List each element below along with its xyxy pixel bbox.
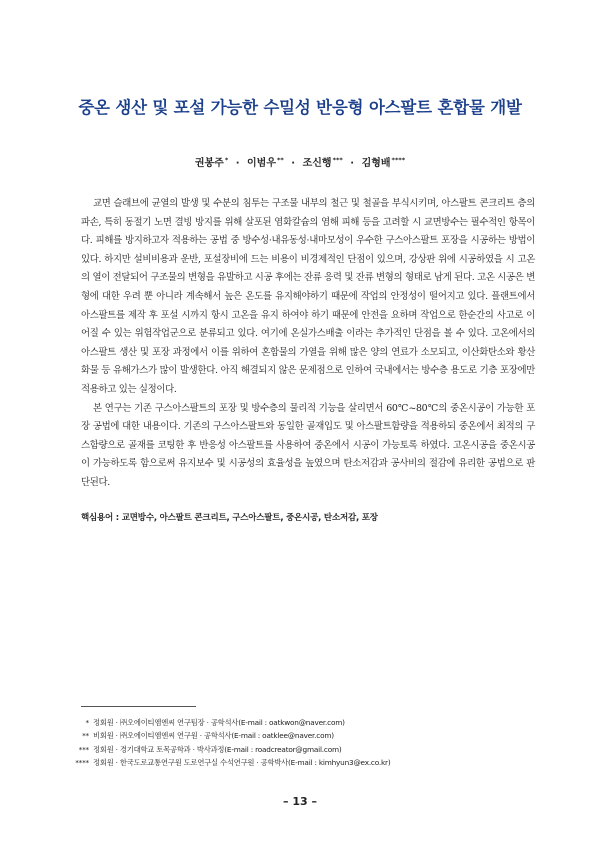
author-separator: · [350, 158, 355, 169]
author-name: 김형배 [361, 158, 391, 169]
footnote-divider [81, 706, 196, 707]
keywords [81, 511, 535, 523]
footnote-mark: * [85, 718, 89, 727]
author-mark: *** [332, 155, 343, 164]
footnote [56, 743, 536, 756]
author-list [0, 154, 600, 169]
footnote-mark: ** [82, 731, 89, 741]
footnote-text: 정회원 · 한국도로교통연구원 도로연구실 수석연구원 · 공학박사(E-mail : kimhyun3@ex.co.kr) [93, 758, 391, 768]
keywords-label: 핵심용어 : [81, 513, 120, 523]
footnote [56, 756, 536, 769]
paper-title: 중온 생산 및 포설 가능한 수밀성 반응형 아스팔트 혼합물 개발 [78, 98, 522, 117]
page-number: – 13 – [283, 795, 317, 808]
footnote-mark: *** [78, 744, 89, 754]
author-separator: · [291, 158, 296, 169]
author-mark: * [224, 155, 229, 164]
keywords-list: 교면방수, 아스팔트 콘크리트, 구스아스팔트, 중온시공, 탄소저감, 포장 [121, 513, 378, 523]
footnote-mark: **** [75, 758, 89, 768]
footnotes [56, 716, 536, 770]
author-name: 권봉주 [194, 158, 224, 169]
footnote-text: 정회원 · ㈜오에이티엠엔씨 연구팀장 · 공학석사(E-mail : oatkwon@naver.com) [93, 718, 345, 727]
author-name: 이범우 [247, 158, 276, 169]
author-mark: **** [391, 155, 406, 164]
abstract [81, 195, 535, 493]
author-separator: · [235, 158, 240, 169]
abstract-paragraph: 교면 슬래브에 균열의 발생 및 수분의 침투는 구조물 내부의 철근 및 철골을 부식시키며, 아스팔트 콘크리트 층의 파손, 특히 동절기 노면 결빙 방지를 위해 살포된 염화칼슘의 염해 피해 등을 고려할 시 교면방수는 필수적인 항목이다. 피해를 방지하고자 적용하는 공법 중 방수성·내유동성·내마모성이 우수한 구스아스팔트 포장을 시공하는 방법이 있다. 하지만 설비비용과 운반, 포설장비에 드는 비용이 비경제적인 단점이 있으며, 강상판 위에 시공하였을 시 고온의 열이 전달되어 구조물의 변형을 유발하고 시공 후에는 잔류 응력 및 잔류 변형의 형태로 남게 된다. 고온 시공은 변형에 대한 우려 뿐 아니라 계속해서 높은 온도를 유지해야하기 때문에 작업의 안정성이 떨어지고 있다. 플랜트에서 아스팔트를 제작 후 포설 시까지 항시 고온을 유지 하여야 하기 때문에 안전을 요하며 작업으로 한순간의 사고로 이어질 수 있는 위험작업군으로 분류되고 있다. 여기에 온실가스배출 이라는 추가적인 단점을 볼 수 있다. 고온에서의 아스팔트 생산 및 포장 과정에서 이를 위하여 혼합물의 가열을 위해 많은 양의 연료가 소모되고, 이산화탄소와 황산화물 등 유해가스가 많이 발생한다. 아직 해결되지 않은 문제점으로 인하여 국내에서는 방수층 용도로 기층 포장에만 적용하고 있는 실정이다. [81, 198, 535, 395]
abstract-paragraph: 본 연구는 기존 구스아스팔트의 포장 및 방수층의 물리적 기능을 살리면서 60℃~80℃의 중온시공이 가능한 포장 공법에 대한 내용이다. 기존의 구스아스팔트와 동일한 골재입도 및 아스팔트함량을 적용하되 중온에서 최적의 구스함량으로 골재를 코팅한 후 반응성 아스팔트를 사용하여 중온에서 시공이 가능토록 하였다. 고온시공을 중온시공이 가능하도록 함으로써 유지보수 및 시공성의 효율성을 높였으며 탄소저감과 공사비의 절감에 유리한 공법으로 판단된다. [81, 402, 535, 488]
author-mark: ** [277, 155, 284, 164]
author-name: 조신행 [302, 158, 332, 169]
footnote [56, 716, 536, 729]
footnote [56, 729, 536, 742]
footnote-text: 비회원 · ㈜오에이티엠엔씨 연구원 · 공학석사(E-mail : oatklee@naver.com) [93, 731, 334, 741]
footnote-text: 정회원 · 경기대학교 토목공학과 · 박사과정(E-mail : roadcreator@gmail.com) [93, 744, 342, 754]
